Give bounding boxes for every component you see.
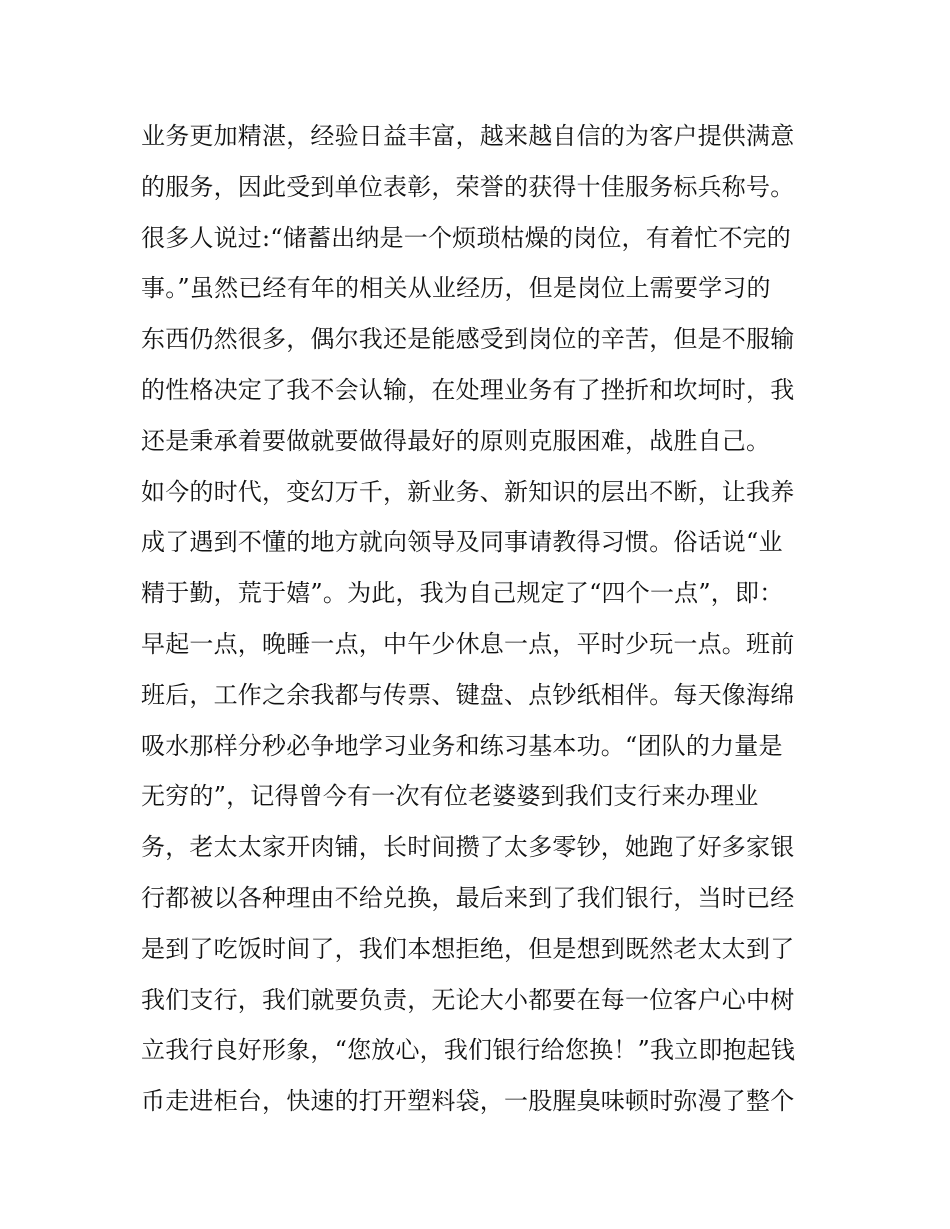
text-line-4: 事。”虽然已经有年的相关从业经历，但是岗位上需要学习的 bbox=[141, 274, 771, 303]
text-line-19: 立我行良好形象，“您放心，我们银行给您换！”我立即抱起钱 bbox=[141, 1036, 796, 1065]
text-line-1: 业务更加精湛，经验日益丰富，越来越自信的为客户提供满意 bbox=[141, 122, 795, 150]
text-line-14: 无穷的”，记得曾今有一次有位老婆婆到我们支行来办理业 bbox=[141, 782, 759, 811]
text-line-9: 成了遇到不懂的地方就向领导及同事请教得习惯。俗话说“业 bbox=[141, 528, 783, 557]
text-line-17: 是到了吃饭时间了，我们本想拒绝，但是想到既然老太太到了 bbox=[141, 934, 795, 963]
text-line-12: 班后，工作之余我都与传票、键盘、点钞纸相伴。每天像海绵 bbox=[141, 680, 795, 709]
text-line-16: 行都被以各种理由不给兑换，最后来到了我们银行，当时已经 bbox=[141, 883, 795, 912]
text-line-18: 我们支行，我们就要负责，无论大小都要在每一位客户心中树 bbox=[141, 985, 795, 1014]
text-line-11: 早起一点，晚睡一点，中午少休息一点，平时少玩一点。班前 bbox=[141, 629, 795, 658]
text-line-5: 东西仍然很多，偶尔我还是能感受到岗位的辛苦，但是不服输 bbox=[141, 325, 795, 354]
text-line-6: 的性格决定了我不会认输，在处理业务有了挫折和坎坷时，我 bbox=[141, 375, 795, 404]
text-line-8: 如今的时代，变幻万千，新业务、新知识的层出不断，让我养 bbox=[141, 477, 795, 506]
text-line-15: 务，老太太家开肉铺，长时间攒了太多零钞，她跑了好多家银 bbox=[141, 833, 795, 862]
body-text bbox=[141, 111, 821, 1127]
text-line-13: 吸水那样分秒必争地学习业务和练习基本功。“团队的力量是 bbox=[141, 731, 783, 760]
text-line-10: 精于勤，荒于嬉”。为此，我为自己规定了“四个一点”，即： bbox=[141, 579, 784, 608]
text-line-3: 很多人说过:“储蓄出纳是一个烦琐枯燥的岗位，有着忙不完的 bbox=[141, 223, 791, 252]
text-line-20: 币走进柜台，快速的打开塑料袋，一股腥臭味顿时弥漫了整个 bbox=[141, 1087, 795, 1116]
text-line-7: 还是秉承着要做就要做得最好的原则克服困难，战胜自己。 bbox=[141, 426, 771, 455]
text-line-2: 的服务，因此受到单位表彰，荣誉的获得十佳服务标兵称号。 bbox=[141, 172, 795, 201]
